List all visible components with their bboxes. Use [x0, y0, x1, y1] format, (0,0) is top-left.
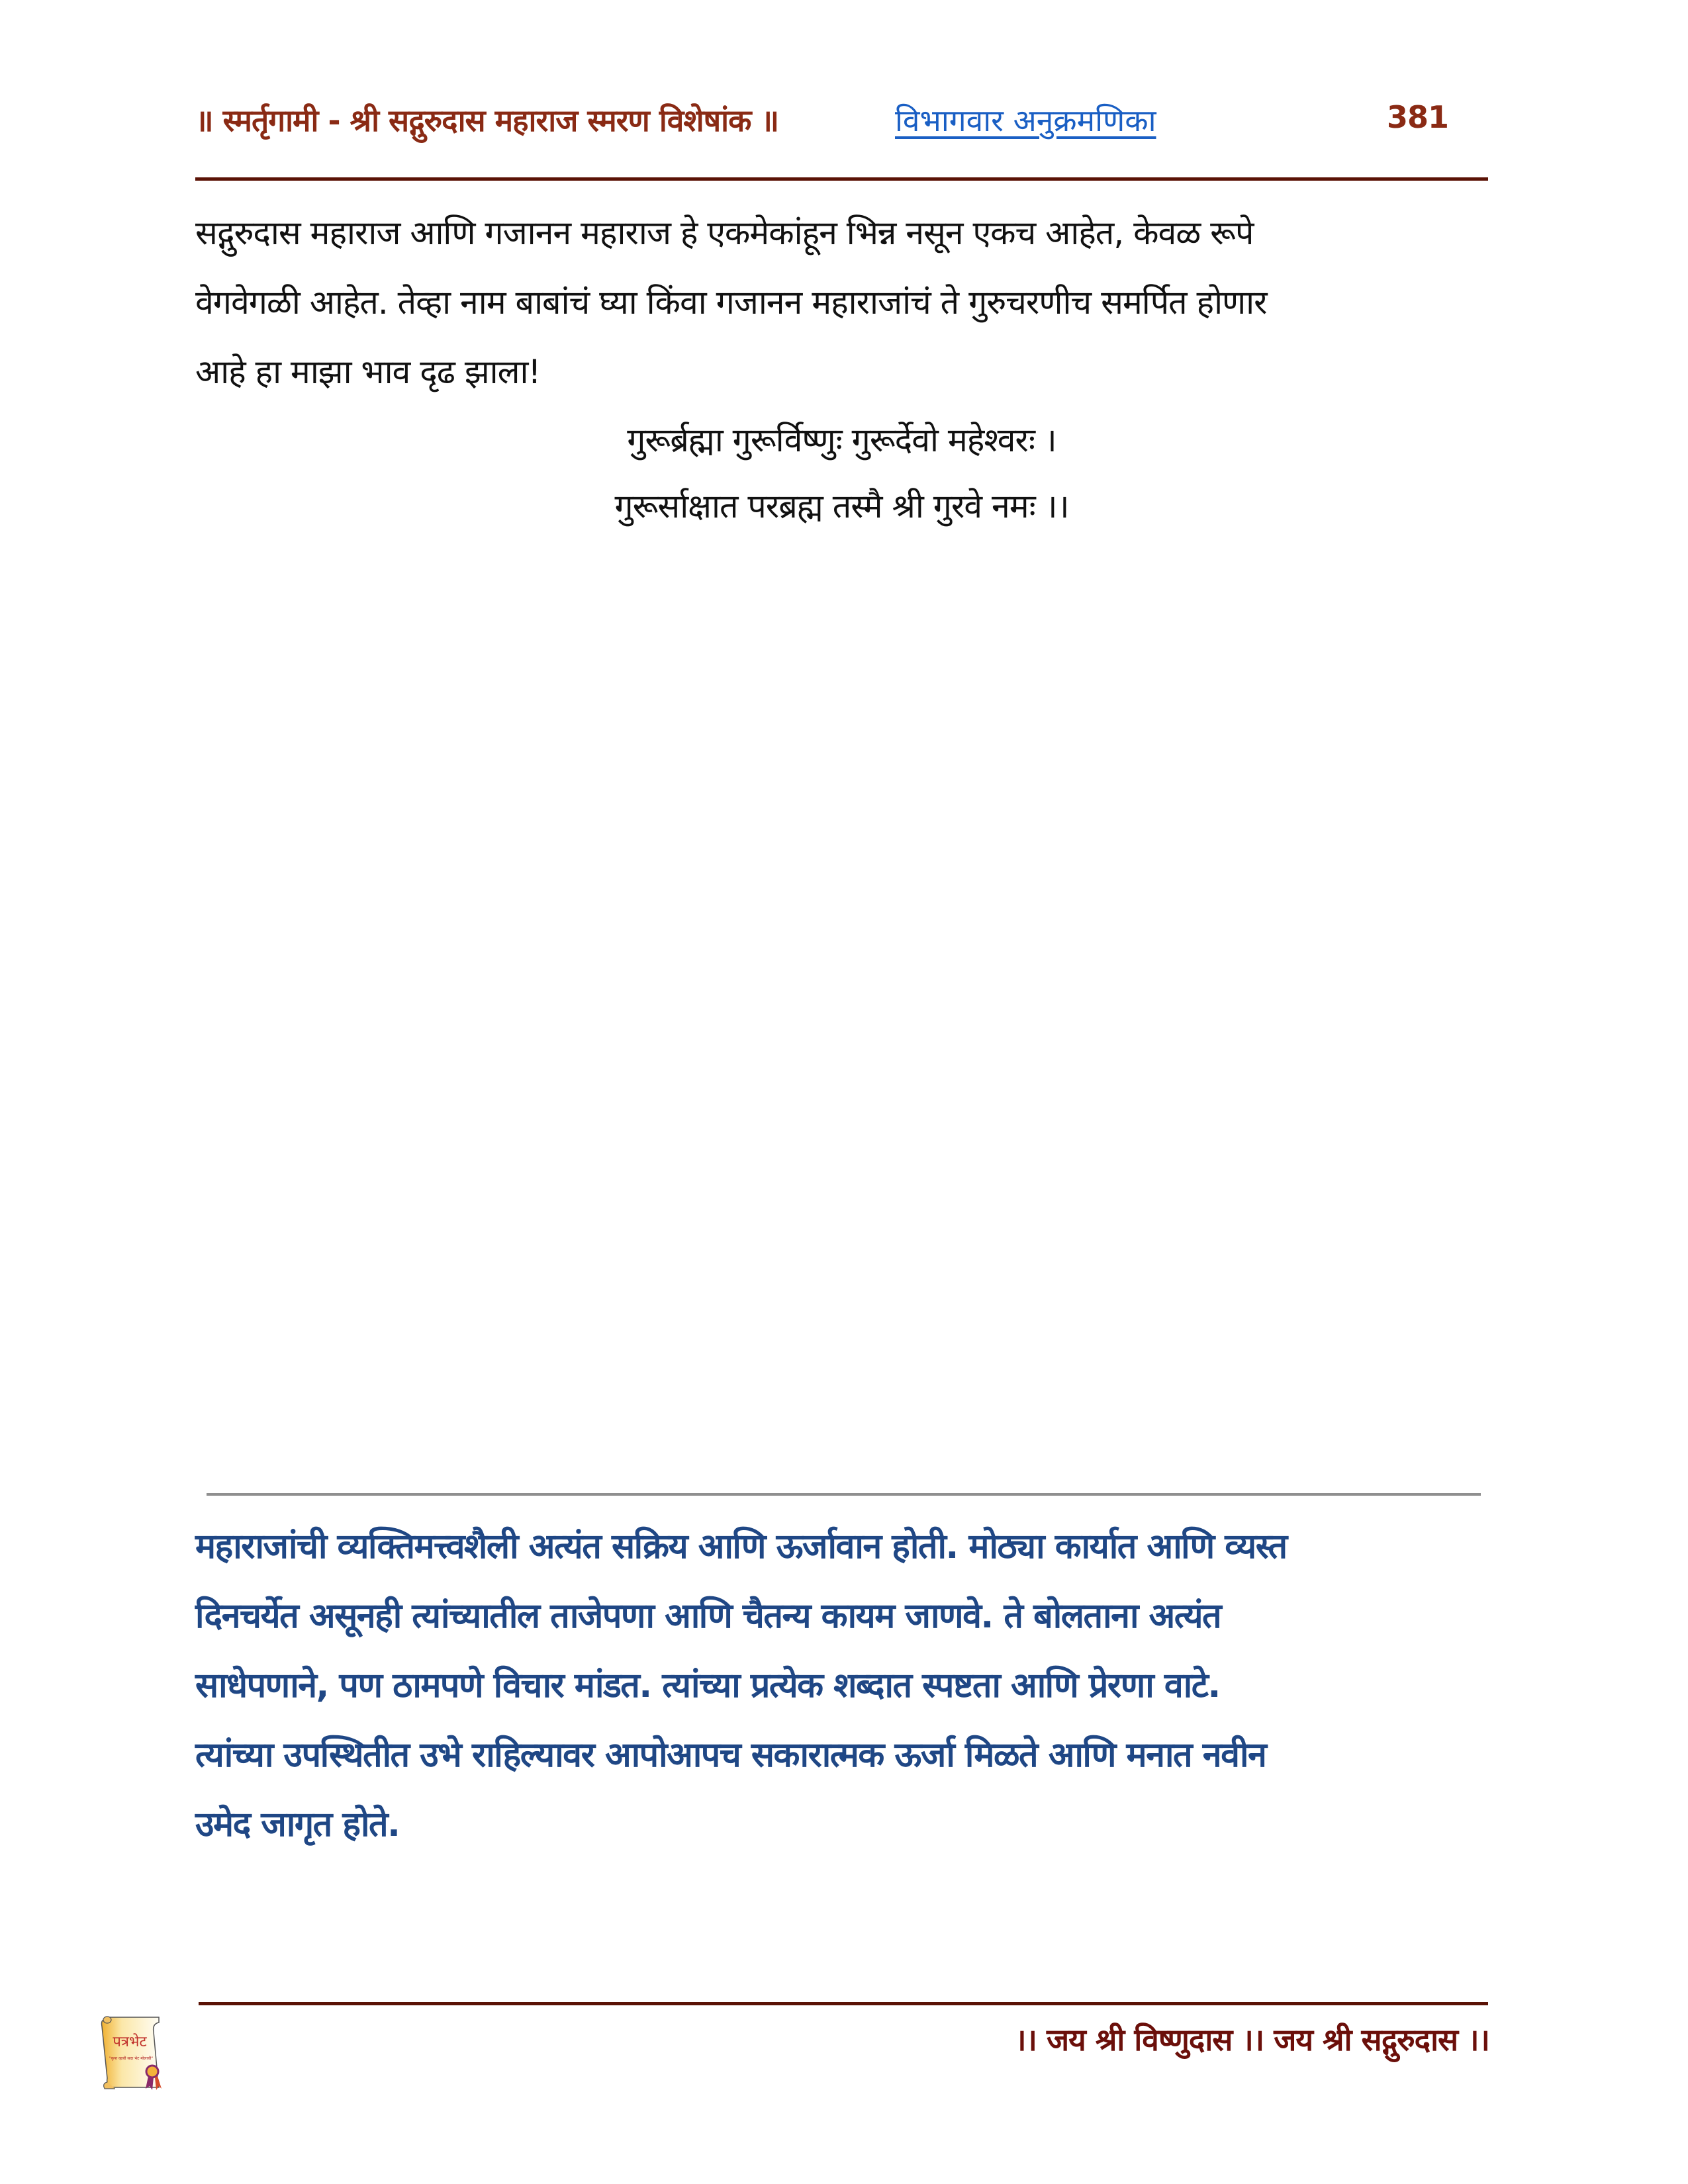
scroll-icon [93, 2012, 172, 2095]
guru-shloka [195, 407, 1488, 539]
body-line: सद्गुरुदास महाराज आणि गजानन महाराज हे एकमेकांहून भिन्न नसून एकच आहेत, केवळ रूपे [195, 214, 1254, 252]
logo-title: पत्रभेट [113, 2034, 147, 2050]
header-divider [195, 177, 1488, 181]
body-line: आहे हा माझा भाव दृढ झाला! [195, 353, 541, 391]
highlight-paragraph [195, 1512, 1493, 1860]
body-line: वेगवेगळी आहेत. तेव्हा नाम बाबांचं घ्या किंवा गजानन महाराजांचं ते गुरुचरणीच समर्पित होणार [195, 283, 1267, 322]
body-paragraph [195, 199, 1493, 407]
shloka-line: गुरूर्साक्षात परब्रह्म तस्मै श्री गुरवे नमः ।। [614, 487, 1069, 525]
logo-tagline: "कृपा व्हावी सदा भेट मोलाची" [109, 2056, 154, 2061]
highlight-line: उमेद जागृत होते. [195, 1805, 400, 1844]
shloka-line: गुरूर्ब्रह्मा गुरूर्विष्णुः गुरूर्देवो महेश्वरः । [627, 421, 1056, 459]
highlight-line: दिनचर्येत असूनही त्यांच्यातील ताजेपणा आणि चैतन्य कायम जाणवे. ते बोलताना अत्यंत [195, 1596, 1221, 1636]
footer-salutation: ।। जय श्री विष्णुदास ।। जय श्री सद्गुरुदास ।। [1015, 2022, 1489, 2058]
patrabhet-scroll-logo [93, 2012, 172, 2095]
highlight-line: साधेपणाने, पण ठामपणे विचार मांडत. त्यांच्या प्रत्येक शब्दात स्पष्टता आणि प्रेरणा वाटे. [195, 1666, 1220, 1706]
highlight-line: त्यांच्या उपस्थितीत उभे राहिल्यावर आपोआपच सकारात्मक ऊर्जा मिळते आणि मनात नवीन [195, 1735, 1266, 1775]
footer-divider [199, 2002, 1488, 2005]
highlight-line: महाराजांची व्यक्तिमत्त्वशैली अत्यंत सक्रिय आणि ऊर्जावान होती. मोठ्या कार्यात आणि व्यस्त [195, 1527, 1287, 1567]
section-divider [207, 1493, 1481, 1496]
page-number: 381 [1387, 99, 1449, 135]
section-index-link[interactable]: विभागवार अनुक्रमणिका [895, 103, 1156, 138]
publication-title: ॥ स्मर्तृगामी - श्री सद्गुरुदास महाराज स्मरण विशेषांक ॥ [195, 103, 778, 138]
